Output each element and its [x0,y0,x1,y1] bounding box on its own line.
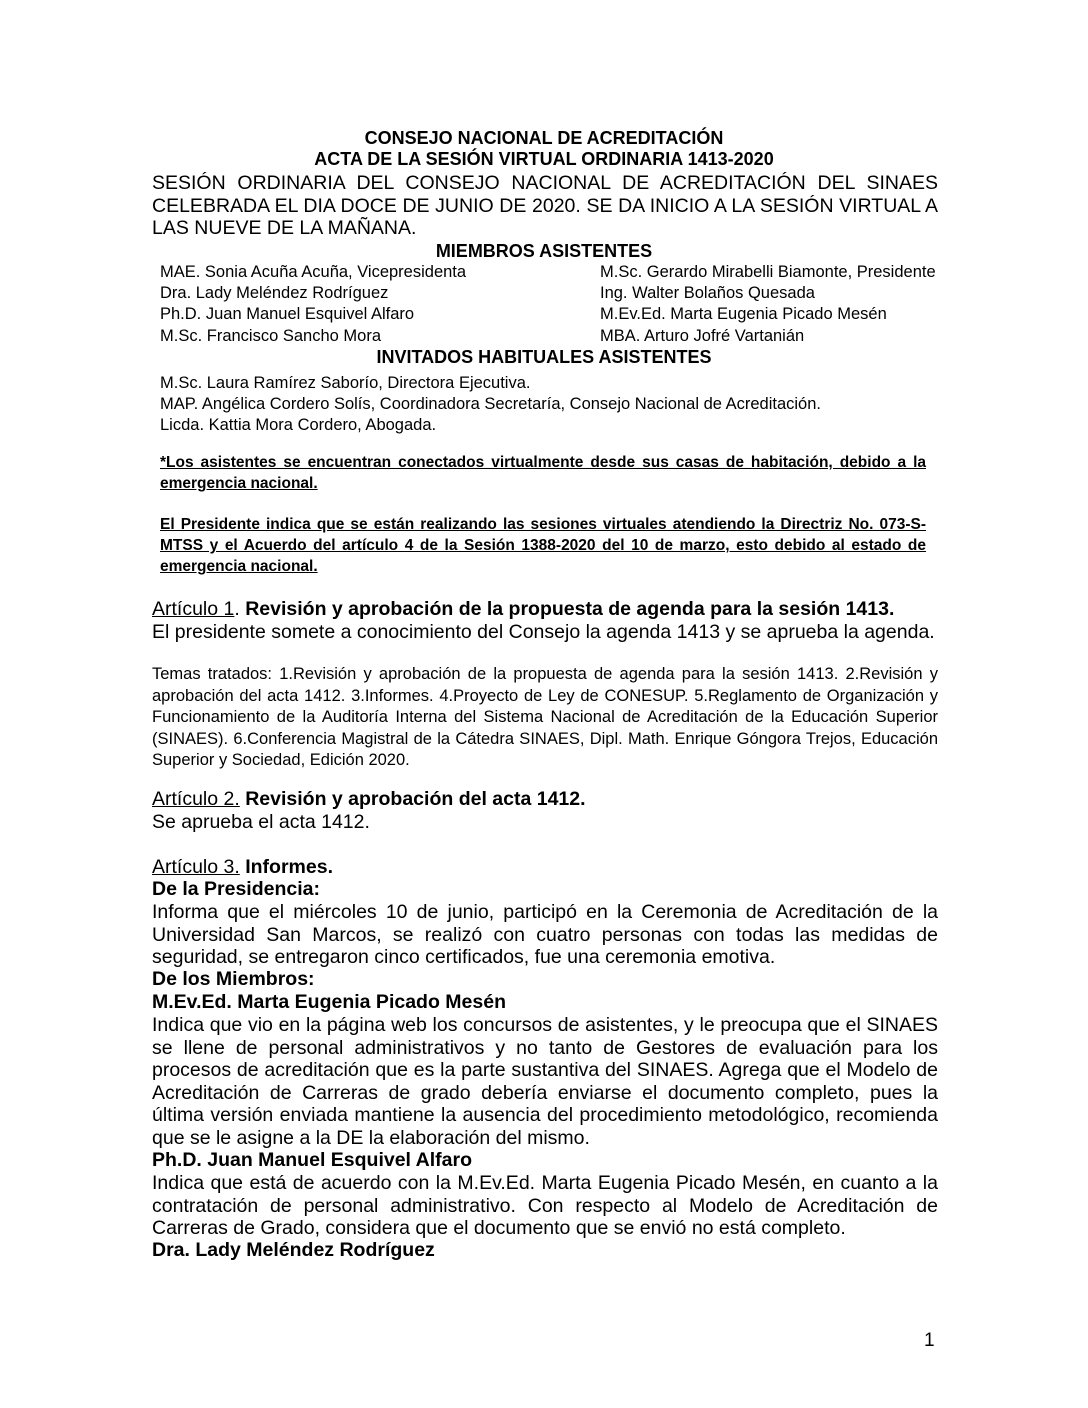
session-title: ACTA DE LA SESIÓN VIRTUAL ORDINARIA 1413-2020 [314,149,774,169]
guest-name: M.Sc. Laura Ramírez Saborío, Directora Ejecutiva. [160,374,531,392]
member-report-name: M.Ev.Ed. Marta Eugenia Picado Mesén [152,991,506,1013]
members-row [160,304,960,325]
article-1-label: Artículo 1 [152,598,235,620]
member-report-text: Indica que vio en la página web los concursos de asistentes, y le preocupa que el SINAES se llene de personal administrativos y no tanto de Gestores de evaluación para los procesos de acreditación que es la parte sustantiva del SINAES. Agrega que el Modelo de Acreditación de Carreras de grado debería enviarse el documento completo, pues la última versión enviada mantiene la ausencia del procedimiento metodológico, recomienda que se le asigne a la DE la elaboración del mismo. [152,1014,938,1149]
member-name: MAE. Sonia Acuña Acuña, Vicepresidenta [160,263,467,281]
guests-heading: INVITADOS HABITUALES ASISTENTES [376,347,712,367]
article-3-title: Informes. [245,856,333,878]
member-name: Ph.D. Juan Manuel Esquivel Alfaro [160,305,415,324]
virtual-attendance-notice: *Los asistentes se encuentran conectados virtualmente desde sus casas de habitación, debido a la emergencia nacional. [160,454,926,492]
article-2-heading [152,788,938,811]
members-row [160,283,960,304]
article-2-title: Revisión y aprobación del acta 1412. [245,788,586,810]
article-1-title: Revisión y aprobación de la propuesta de agenda para la sesión 1413. [245,598,895,620]
council-title: CONSEJO NACIONAL DE ACREDITACIÓN [364,128,724,148]
article-1-heading: Artículo 1. Revisión y aprobación de la propuesta de agenda para la sesión 1413. [152,598,895,620]
session-intro: SESIÓN ORDINARIA DEL CONSEJO NACIONAL DE ACREDITACIÓN DEL SINAES CELEBRADA EL DIA DOCE DE JUNIO DE 2020. SE DA INICIO A LA SESIÓN VIRTUAL A LAS NUEVE DE LA MAÑANA. [152,172,938,239]
guests-list [160,373,821,437]
directive-notice: El Presidente indica que se están realizando las sesiones virtuales atendiendo la Directriz No. 073-S-MTSS y el Acuerdo del artículo 4 de la Sesión 1388-2020 del 10 de marzo, esto debido al estado de emergencia nacional. [160,516,926,575]
article-3-label: Artículo 3. [152,856,240,878]
members-list [160,262,960,347]
member-name: MBA. Arturo Jofré Vartanián [600,326,805,345]
article-2-text: Se aprueba el acta 1412. [152,811,370,833]
member-name: M.Sc. Gerardo Mirabelli Biamonte, Presidente [600,263,936,281]
member-name: Ing. Walter Bolaños Quesada [600,284,815,303]
member-report-text: Indica que está de acuerdo con la M.Ev.Ed. Marta Eugenia Picado Mesén, en cuanto a la contratación de personal administrativo. Con respecto al Modelo de Acreditación de Carreras de Grado, considera que el documento que se envió no está completo. [152,1172,938,1239]
guest-name: MAP. Angélica Cordero Solís, Coordinadora Secretaría, Consejo Nacional de Acreditación. [160,395,821,414]
members-report-heading: De los Miembros: [152,968,315,990]
page-number: 1 [924,1330,935,1351]
members-row [160,326,960,347]
members-heading: MIEMBROS ASISTENTES [435,241,653,261]
article-2-label: Artículo 2. [152,788,240,810]
member-name: Dra. Lady Meléndez Rodríguez [160,284,389,303]
member-report-name: Dra. Lady Meléndez Rodríguez [152,1239,435,1261]
presidency-report: Informa que el miércoles 10 de junio, participó en la Ceremonia de Acreditación de la Universidad San Marcos, se realizó con cuatro personas con todas las medidas de seguridad, se entregaron cinco certificados, fue una ceremonia emotiva. [152,901,938,968]
member-report-name: Ph.D. Juan Manuel Esquivel Alfaro [152,1149,473,1171]
agenda-topics: Temas tratados: 1.Revisión y aprobación de la propuesta de agenda para la sesión 1413. 2.Revisión y aprobación del acta 1412. 3.Informes. 4.Proyecto de Ley de CONESUP. 5.Reglamento de Organización y Funcionamiento de la Auditoría Interna del Sistema Nacional de Acreditación de la Educación Superior (SINAES). 6.Conferencia Magistral de la Cátedra SINAES, Dipl. Math. Enrique Góngora Trejos, Educación Superior y Sociedad, Edición 2020. [152,665,938,769]
member-name: M.Ev.Ed. Marta Eugenia Picado Mesén [600,305,887,324]
presidency-heading: De la Presidencia: [152,878,320,900]
guest-name: Licda. Kattia Mora Cordero, Abogada. [160,416,437,435]
members-row [160,262,960,283]
article-3-heading [152,856,938,879]
article-1-text: El presidente somete a conocimiento del Consejo la agenda 1413 y se aprueba la agenda. [152,621,935,643]
member-name: M.Sc. Francisco Sancho Mora [160,326,381,345]
